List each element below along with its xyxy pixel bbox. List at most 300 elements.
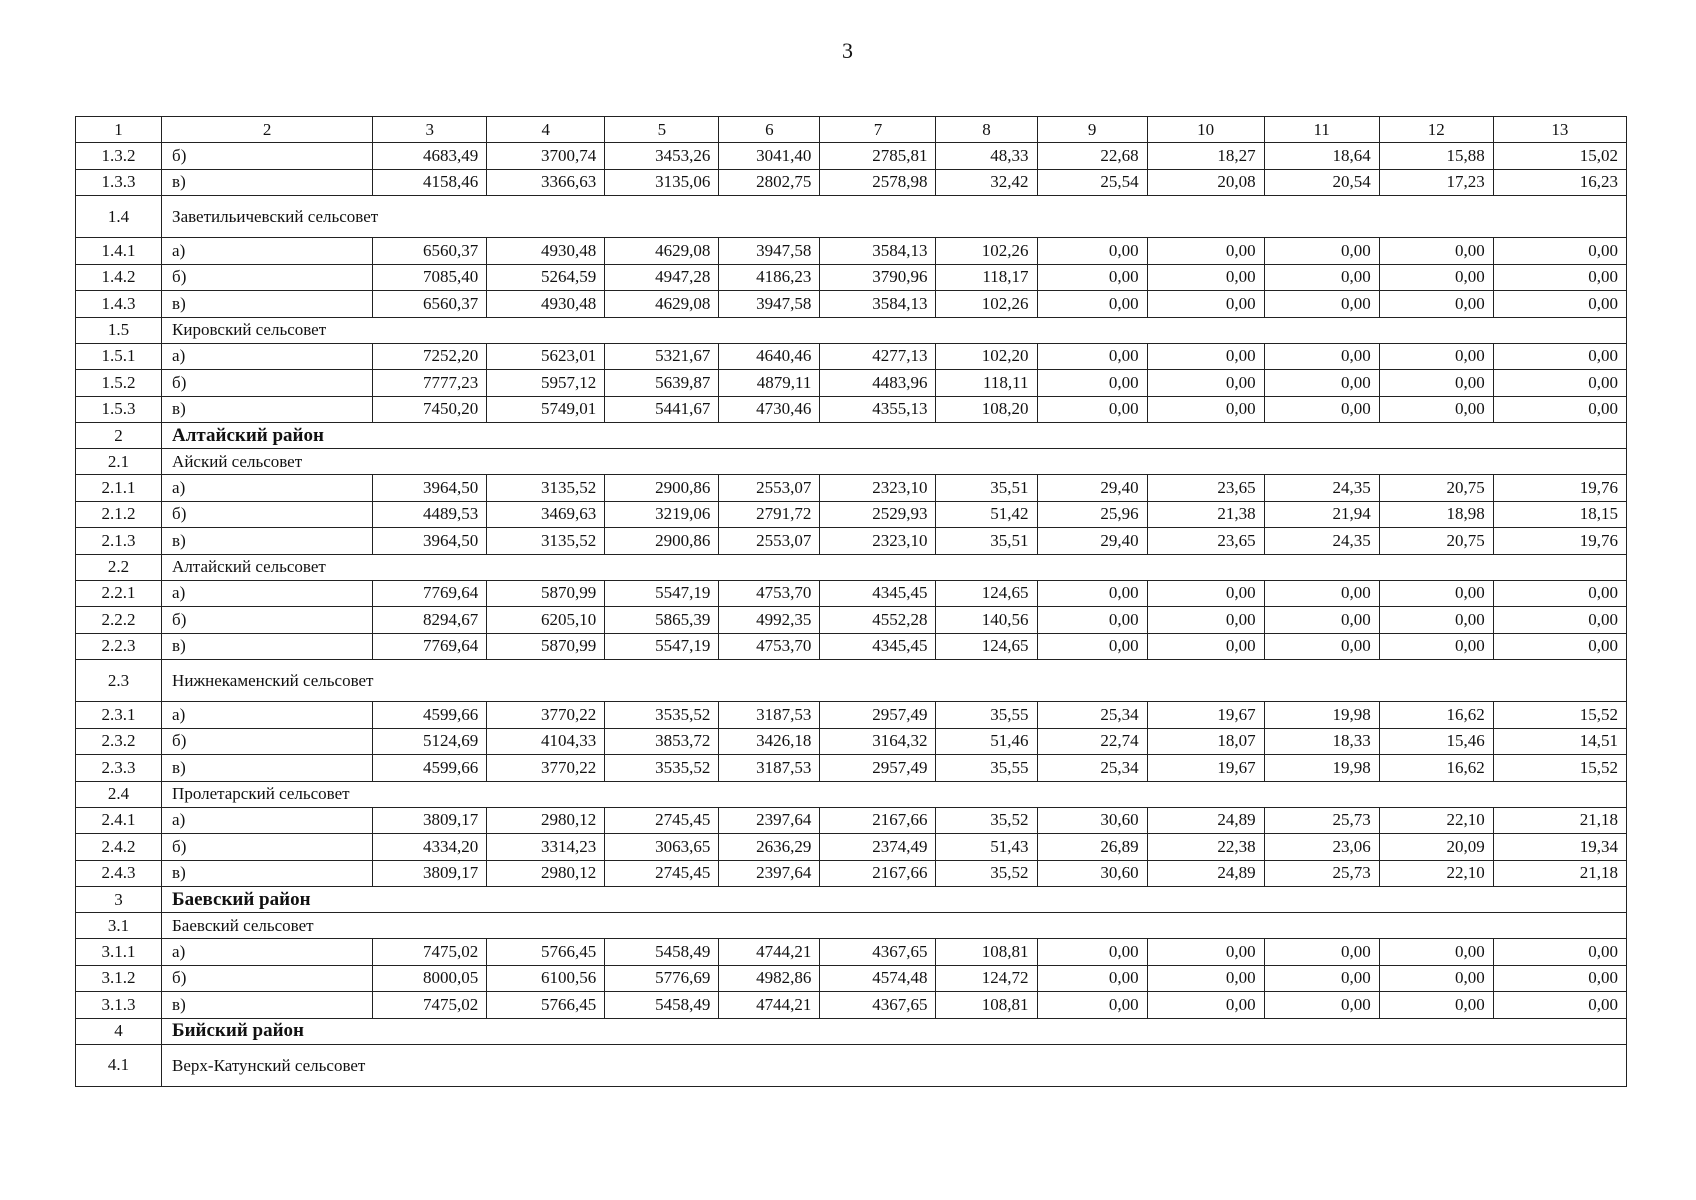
value-cell: 5441,67 [605,396,719,423]
value-cell: 3584,13 [820,291,936,318]
value-cell: 0,00 [1379,343,1493,370]
value-cell: 24,89 [1147,860,1264,887]
value-cell: 5766,45 [487,939,605,966]
table-row [76,475,1627,502]
row-code: 2.3 [76,660,162,702]
value-cell: 0,00 [1037,396,1147,423]
value-cell: 3314,23 [487,834,605,861]
value-cell: 0,00 [1493,607,1626,634]
column-header: 10 [1147,117,1264,143]
row-code: 2.2.3 [76,633,162,660]
value-cell: 3964,50 [373,475,487,502]
value-cell: 3366,63 [487,169,605,196]
table-row [76,834,1627,861]
value-cell: 14,51 [1493,728,1626,755]
value-cell: 35,52 [936,860,1037,887]
value-cell: 7252,20 [373,343,487,370]
value-cell: 0,00 [1379,291,1493,318]
value-cell: 0,00 [1264,238,1379,265]
table-row [76,370,1627,397]
value-cell: 8000,05 [373,965,487,992]
value-cell: 19,67 [1147,755,1264,782]
value-cell: 0,00 [1147,965,1264,992]
row-label: б) [162,965,373,992]
value-cell: 0,00 [1147,291,1264,318]
row-label: в) [162,396,373,423]
value-cell: 4629,08 [605,238,719,265]
row-label: б) [162,501,373,528]
value-cell: 18,98 [1379,501,1493,528]
value-cell: 18,33 [1264,728,1379,755]
value-cell: 15,46 [1379,728,1493,755]
value-cell: 30,60 [1037,807,1147,834]
row-code: 2.4.2 [76,834,162,861]
row-label: в) [162,291,373,318]
value-cell: 0,00 [1147,633,1264,660]
table-row [76,264,1627,291]
value-cell: 2791,72 [719,501,820,528]
row-code: 2.4.1 [76,807,162,834]
value-cell: 29,40 [1037,475,1147,502]
value-cell: 22,74 [1037,728,1147,755]
row-label: б) [162,834,373,861]
value-cell: 0,00 [1379,580,1493,607]
value-cell: 19,98 [1264,702,1379,729]
value-cell: 0,00 [1379,264,1493,291]
row-label: в) [162,528,373,555]
value-cell: 0,00 [1493,580,1626,607]
value-cell: 0,00 [1379,939,1493,966]
value-cell: 0,00 [1264,264,1379,291]
value-cell: 2957,49 [820,755,936,782]
value-cell: 3063,65 [605,834,719,861]
section-name: Верх-Катунский сельсовет [162,1044,1627,1086]
value-cell: 7085,40 [373,264,487,291]
value-cell: 0,00 [1379,607,1493,634]
value-cell: 2980,12 [487,860,605,887]
table-row [76,939,1627,966]
value-cell: 24,35 [1264,475,1379,502]
district-name: Баевский район [162,887,1627,913]
value-cell: 5639,87 [605,370,719,397]
row-code: 3.1.3 [76,992,162,1019]
table-row [76,807,1627,834]
value-cell: 0,00 [1264,965,1379,992]
value-cell: 4744,21 [719,939,820,966]
value-cell: 0,00 [1147,264,1264,291]
value-cell: 4992,35 [719,607,820,634]
value-cell: 3584,13 [820,238,936,265]
value-cell: 0,00 [1264,633,1379,660]
row-code: 2.2.2 [76,607,162,634]
value-cell: 5749,01 [487,396,605,423]
value-cell: 48,33 [936,143,1037,170]
value-cell: 35,55 [936,755,1037,782]
value-cell: 25,34 [1037,755,1147,782]
value-cell: 0,00 [1493,291,1626,318]
value-cell: 2529,93 [820,501,936,528]
value-cell: 3700,74 [487,143,605,170]
value-cell: 108,81 [936,939,1037,966]
value-cell: 0,00 [1493,939,1626,966]
value-cell: 24,89 [1147,807,1264,834]
row-label: а) [162,343,373,370]
value-cell: 4334,20 [373,834,487,861]
value-cell: 4489,53 [373,501,487,528]
value-cell: 0,00 [1493,264,1626,291]
value-cell: 4879,11 [719,370,820,397]
value-cell: 4355,13 [820,396,936,423]
column-header: 11 [1264,117,1379,143]
section-name: Заветильичевский сельсовет [162,196,1627,238]
section-name: Айский сельсовет [162,449,1627,475]
row-label: а) [162,939,373,966]
value-cell: 2578,98 [820,169,936,196]
value-cell: 4277,13 [820,343,936,370]
value-cell: 23,06 [1264,834,1379,861]
row-code: 3.1 [76,913,162,939]
value-cell: 0,00 [1147,939,1264,966]
value-cell: 16,62 [1379,702,1493,729]
value-cell: 7475,02 [373,939,487,966]
value-cell: 0,00 [1037,343,1147,370]
table-row [76,633,1627,660]
value-cell: 30,60 [1037,860,1147,887]
value-cell: 3135,06 [605,169,719,196]
value-cell: 108,20 [936,396,1037,423]
row-label: а) [162,580,373,607]
value-cell: 20,75 [1379,528,1493,555]
row-label: в) [162,992,373,1019]
row-code: 1.4 [76,196,162,238]
table-row [76,992,1627,1019]
row-label: б) [162,370,373,397]
value-cell: 2167,66 [820,860,936,887]
row-code: 1.4.1 [76,238,162,265]
value-cell: 0,00 [1264,939,1379,966]
row-code: 2.1.2 [76,501,162,528]
row-code: 1.3.3 [76,169,162,196]
value-cell: 35,51 [936,528,1037,555]
value-cell: 0,00 [1493,965,1626,992]
value-cell: 5870,99 [487,633,605,660]
section-row [76,554,1627,580]
value-cell: 6560,37 [373,238,487,265]
row-code: 1.4.2 [76,264,162,291]
value-cell: 4753,70 [719,633,820,660]
value-cell: 51,42 [936,501,1037,528]
table-row [76,501,1627,528]
row-label: б) [162,264,373,291]
value-cell: 3219,06 [605,501,719,528]
value-cell: 2397,64 [719,807,820,834]
value-cell: 0,00 [1264,370,1379,397]
value-cell: 3187,53 [719,755,820,782]
row-label: а) [162,807,373,834]
column-header: 4 [487,117,605,143]
table-row [76,860,1627,887]
value-cell: 102,26 [936,291,1037,318]
row-code: 2.3.1 [76,702,162,729]
value-cell: 5870,99 [487,580,605,607]
value-cell: 7769,64 [373,580,487,607]
value-cell: 3041,40 [719,143,820,170]
value-cell: 5547,19 [605,633,719,660]
row-code: 2.3.2 [76,728,162,755]
header-row [76,117,1627,143]
value-cell: 4599,66 [373,702,487,729]
value-cell: 8294,67 [373,607,487,634]
value-cell: 6560,37 [373,291,487,318]
value-cell: 4483,96 [820,370,936,397]
value-cell: 51,43 [936,834,1037,861]
row-code: 2.1.3 [76,528,162,555]
value-cell: 3964,50 [373,528,487,555]
value-cell: 3853,72 [605,728,719,755]
value-cell: 0,00 [1037,264,1147,291]
value-cell: 3453,26 [605,143,719,170]
value-cell: 19,34 [1493,834,1626,861]
value-cell: 2553,07 [719,528,820,555]
row-label: б) [162,607,373,634]
row-label: а) [162,702,373,729]
value-cell: 23,65 [1147,475,1264,502]
column-header: 3 [373,117,487,143]
value-cell: 7450,20 [373,396,487,423]
section-row [76,196,1627,238]
value-cell: 17,23 [1379,169,1493,196]
value-cell: 4552,28 [820,607,936,634]
value-cell: 4345,45 [820,633,936,660]
value-cell: 124,65 [936,633,1037,660]
value-cell: 24,35 [1264,528,1379,555]
value-cell: 5547,19 [605,580,719,607]
table-row [76,169,1627,196]
row-label: а) [162,238,373,265]
value-cell: 0,00 [1264,580,1379,607]
value-cell: 0,00 [1493,396,1626,423]
value-cell: 20,09 [1379,834,1493,861]
section-row [76,449,1627,475]
value-cell: 19,98 [1264,755,1379,782]
row-label: а) [162,475,373,502]
value-cell: 16,23 [1493,169,1626,196]
value-cell: 0,00 [1147,370,1264,397]
value-cell: 0,00 [1379,965,1493,992]
value-cell: 20,08 [1147,169,1264,196]
value-cell: 21,18 [1493,860,1626,887]
value-cell: 0,00 [1037,965,1147,992]
value-cell: 15,88 [1379,143,1493,170]
value-cell: 16,62 [1379,755,1493,782]
row-code: 1.3.2 [76,143,162,170]
row-code: 3.1.2 [76,965,162,992]
row-label: в) [162,633,373,660]
row-code: 1.5.3 [76,396,162,423]
value-cell: 0,00 [1493,992,1626,1019]
value-cell: 4629,08 [605,291,719,318]
value-cell: 0,00 [1264,607,1379,634]
value-cell: 3426,18 [719,728,820,755]
table-row [76,965,1627,992]
value-cell: 19,67 [1147,702,1264,729]
value-cell: 4753,70 [719,580,820,607]
value-cell: 0,00 [1037,291,1147,318]
table-body [76,117,1627,1087]
value-cell: 19,76 [1493,475,1626,502]
value-cell: 25,73 [1264,860,1379,887]
row-code: 4.1 [76,1044,162,1086]
district-name: Алтайский район [162,423,1627,449]
table-row [76,238,1627,265]
value-cell: 15,52 [1493,702,1626,729]
value-cell: 2785,81 [820,143,936,170]
row-label: в) [162,169,373,196]
value-cell: 0,00 [1379,370,1493,397]
row-code: 2.1 [76,449,162,475]
value-cell: 2323,10 [820,475,936,502]
value-cell: 15,02 [1493,143,1626,170]
value-cell: 4574,48 [820,965,936,992]
section-row [76,781,1627,807]
value-cell: 4367,65 [820,992,936,1019]
table-row [76,580,1627,607]
value-cell: 18,64 [1264,143,1379,170]
value-cell: 3809,17 [373,807,487,834]
value-cell: 4640,46 [719,343,820,370]
value-cell: 18,15 [1493,501,1626,528]
value-cell: 4345,45 [820,580,936,607]
value-cell: 2802,75 [719,169,820,196]
value-cell: 4947,28 [605,264,719,291]
table-row [76,291,1627,318]
column-header: 1 [76,117,162,143]
value-cell: 3947,58 [719,238,820,265]
value-cell: 0,00 [1037,370,1147,397]
value-cell: 22,38 [1147,834,1264,861]
value-cell: 20,54 [1264,169,1379,196]
row-code: 1.5.1 [76,343,162,370]
value-cell: 0,00 [1037,580,1147,607]
column-header: 12 [1379,117,1493,143]
table-row [76,607,1627,634]
value-cell: 0,00 [1037,633,1147,660]
value-cell: 18,07 [1147,728,1264,755]
value-cell: 4104,33 [487,728,605,755]
value-cell: 3790,96 [820,264,936,291]
section-name: Пролетарский сельсовет [162,781,1627,807]
value-cell: 35,52 [936,807,1037,834]
value-cell: 0,00 [1037,939,1147,966]
table-row [76,728,1627,755]
value-cell: 7777,23 [373,370,487,397]
value-cell: 124,72 [936,965,1037,992]
table-row [76,528,1627,555]
value-cell: 51,46 [936,728,1037,755]
value-cell: 118,11 [936,370,1037,397]
section-name: Алтайский сельсовет [162,554,1627,580]
district-row [76,887,1627,913]
value-cell: 0,00 [1147,607,1264,634]
value-cell: 5623,01 [487,343,605,370]
section-row [76,913,1627,939]
table-row [76,143,1627,170]
value-cell: 108,81 [936,992,1037,1019]
row-code: 1.5 [76,317,162,343]
value-cell: 0,00 [1147,238,1264,265]
row-code: 2.4 [76,781,162,807]
value-cell: 15,52 [1493,755,1626,782]
row-code: 2.3.3 [76,755,162,782]
value-cell: 4158,46 [373,169,487,196]
value-cell: 4982,86 [719,965,820,992]
column-header: 2 [162,117,373,143]
value-cell: 0,00 [1493,633,1626,660]
value-cell: 0,00 [1147,396,1264,423]
value-cell: 0,00 [1037,607,1147,634]
column-header: 9 [1037,117,1147,143]
value-cell: 3947,58 [719,291,820,318]
row-code: 4 [76,1018,162,1044]
section-row [76,1044,1627,1086]
value-cell: 5865,39 [605,607,719,634]
value-cell: 22,10 [1379,860,1493,887]
value-cell: 20,75 [1379,475,1493,502]
value-cell: 25,54 [1037,169,1147,196]
row-code: 3 [76,887,162,913]
section-row [76,660,1627,702]
row-code: 2.4.3 [76,860,162,887]
value-cell: 0,00 [1037,238,1147,265]
value-cell: 0,00 [1147,580,1264,607]
section-row [76,317,1627,343]
value-cell: 25,73 [1264,807,1379,834]
value-cell: 7475,02 [373,992,487,1019]
district-name: Бийский район [162,1018,1627,1044]
section-name: Нижнекаменский сельсовет [162,660,1627,702]
value-cell: 0,00 [1264,343,1379,370]
value-cell: 26,89 [1037,834,1147,861]
table-row [76,755,1627,782]
value-cell: 3469,63 [487,501,605,528]
value-cell: 4367,65 [820,939,936,966]
value-cell: 21,94 [1264,501,1379,528]
value-cell: 4599,66 [373,755,487,782]
value-cell: 5766,45 [487,992,605,1019]
value-cell: 3770,22 [487,702,605,729]
section-name: Баевский сельсовет [162,913,1627,939]
value-cell: 5776,69 [605,965,719,992]
value-cell: 19,76 [1493,528,1626,555]
table-row [76,343,1627,370]
value-cell: 32,42 [936,169,1037,196]
value-cell: 5458,49 [605,992,719,1019]
value-cell: 35,51 [936,475,1037,502]
value-cell: 2167,66 [820,807,936,834]
value-cell: 0,00 [1493,343,1626,370]
value-cell: 0,00 [1264,291,1379,318]
column-header: 13 [1493,117,1626,143]
row-label: б) [162,143,373,170]
value-cell: 118,17 [936,264,1037,291]
value-cell: 0,00 [1379,633,1493,660]
district-row [76,423,1627,449]
row-label: б) [162,728,373,755]
table-row [76,396,1627,423]
value-cell: 0,00 [1264,992,1379,1019]
value-cell: 102,20 [936,343,1037,370]
value-cell: 29,40 [1037,528,1147,555]
